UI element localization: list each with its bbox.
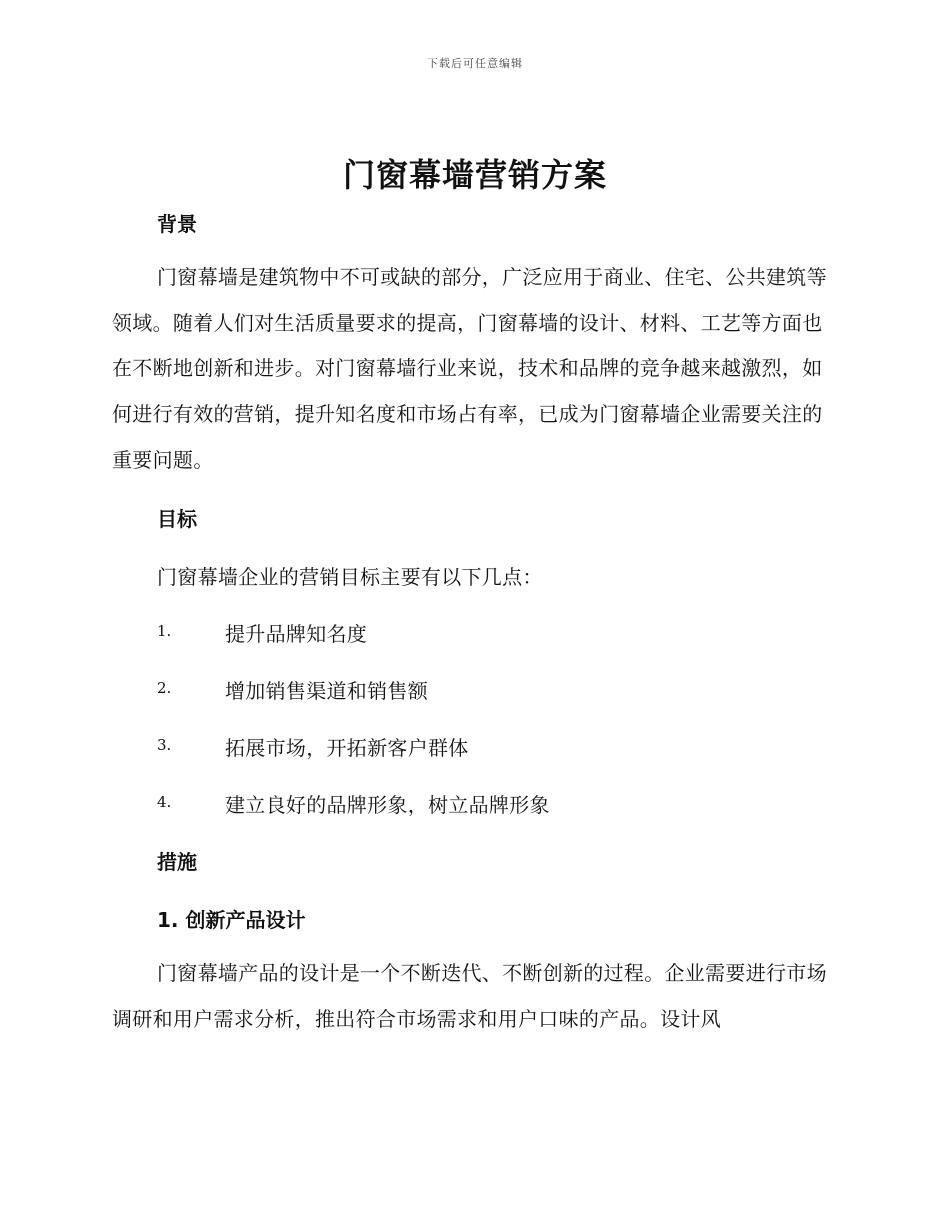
sub-heading-product-design: 1. 创新产品设计 (157, 908, 306, 932)
list-number: 1. (157, 622, 172, 640)
goal-item-3 (157, 732, 857, 762)
goal-item-4 (157, 789, 857, 819)
goals-intro: 门窗幕墙企业的营销目标主要有以下几点： (157, 565, 543, 589)
document-title: 门窗幕墙营销方案 (342, 156, 607, 194)
goal-item-1 (157, 618, 857, 648)
header-note: 下载后可任意编辑 (427, 57, 523, 70)
section-heading-goals: 目标 (157, 507, 197, 531)
measures-paragraph: 门窗幕墙产品的设计是一个不断迭代、不断创新的过程。企业需要进行市场调研和用户需求分析，推出符合市场需求和用户口味的产品。设计风 (112, 961, 827, 1031)
list-number: 4. (157, 793, 172, 811)
list-text: 增加销售渠道和销售额 (225, 679, 428, 703)
list-number: 3. (157, 736, 172, 754)
list-number: 2. (157, 679, 172, 697)
goal-item-2 (157, 675, 857, 705)
list-text: 建立良好的品牌形象，树立品牌形象 (225, 793, 550, 817)
background-paragraph: 门窗幕墙是建筑物中不可或缺的部分，广泛应用于商业、住宅、公共建筑等领域。随着人们对生活质量要求的提高，门窗幕墙的设计、材料、工艺等方面也在不断地创新和进步。对门窗幕墙行业来说，技术和品牌的竞争越来越激烈，如何进行有效的营销，提升知名度和市场占有率，已成为门窗幕墙企业需要关注的重要问题。 (112, 265, 827, 472)
list-text: 提升品牌知名度 (225, 622, 368, 646)
section-heading-measures: 措施 (157, 850, 197, 874)
list-text: 拓展市场，开拓新客户群体 (225, 736, 469, 760)
section-heading-background: 背景 (157, 212, 197, 236)
